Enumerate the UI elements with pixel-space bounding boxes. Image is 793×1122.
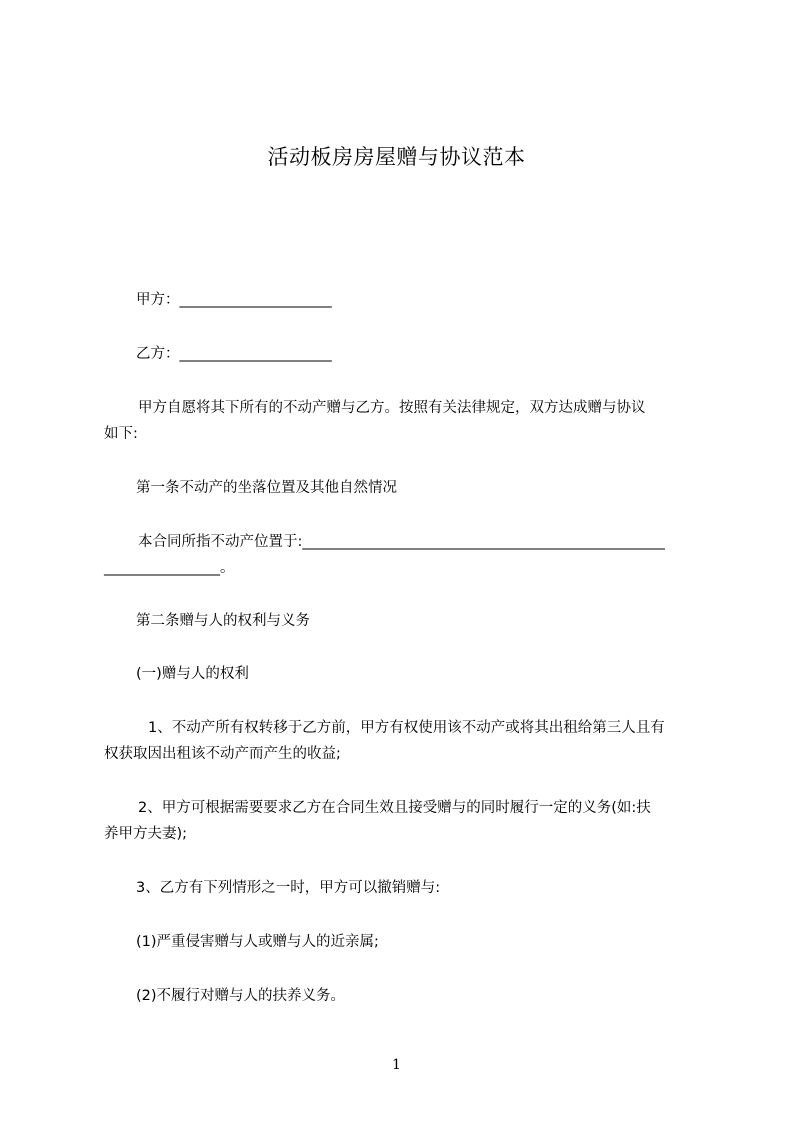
revocation-condition-1: (1)严重侵害赠与人或赠与人的近亲属; [136, 934, 379, 950]
donor-rights-heading: (一)赠与人的权利 [136, 666, 249, 682]
party-a-line: 甲方：_____________________ [136, 292, 332, 308]
right-item-1-line-2: 权获取因出租该不动产而产生的收益; [104, 746, 341, 762]
property-location-line-2: ________________。 [104, 560, 235, 576]
intro-paragraph-line-2: 如下: [104, 426, 138, 442]
page-number: 1 [392, 1057, 401, 1073]
article-1-heading: 第一条不动产的坐落位置及其他自然情况 [136, 480, 397, 496]
revocation-condition-2: (2)不履行对赠与人的扶养义务。 [136, 988, 346, 1004]
property-location-line-1: 本合同所指不动产位置于:__________________________________________________ [138, 534, 665, 550]
document-title: 活动板房房屋赠与协议范本 [267, 145, 526, 169]
right-item-1-line-1: 1、不动产所有权转移于乙方前，甲方有权使用该不动产或将其出租给第三人且有 [148, 720, 665, 736]
right-item-2-line-2: 养甲方夫妻); [104, 826, 188, 842]
right-item-3: 3、乙方有下列情形之一时，甲方可以撤销赠与: [136, 880, 441, 896]
intro-paragraph-line-1: 甲方自愿将其下所有的不动产赠与乙方。按照有关法律规定，双方达成赠与协议 [138, 400, 646, 416]
party-b-line: 乙方：_____________________ [136, 346, 332, 362]
right-item-2-line-1: 2、甲方可根据需要要求乙方在合同生效且接受赠与的同时履行一定的义务(如:扶 [138, 800, 651, 816]
article-2-heading: 第二条赠与人的权利与义务 [136, 613, 310, 629]
